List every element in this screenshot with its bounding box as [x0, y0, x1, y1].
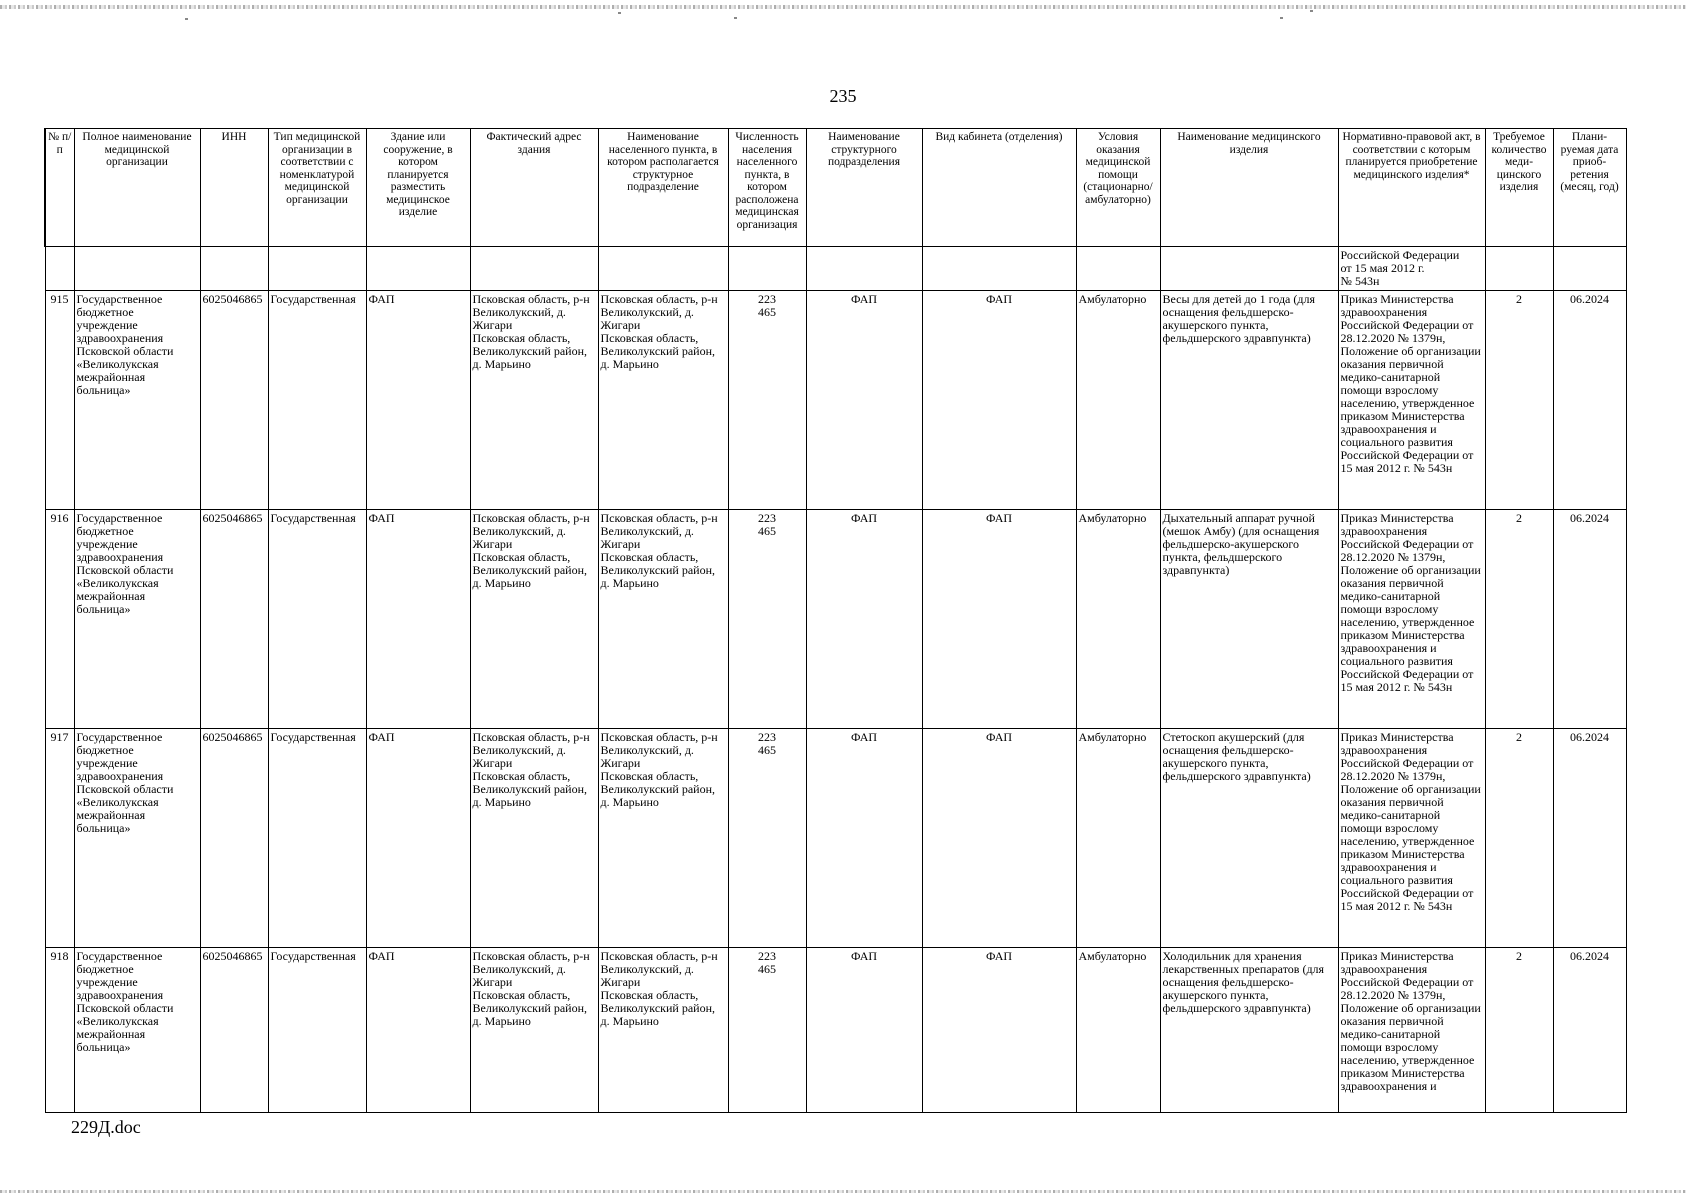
- header-conditions: Условия оказания медицинской помощи (стационарно/амбулаторно): [1076, 129, 1160, 247]
- planned-date: 06.2024: [1553, 948, 1626, 1113]
- building: ФАП: [366, 510, 470, 729]
- org-name: Государственное бюджетное учреждение здравоохранения Псковской области «Великолукская межрайонная больница»: [74, 291, 200, 510]
- page-number: 235: [829, 86, 857, 106]
- row-number: 917: [45, 729, 74, 948]
- header-org: Полное наименование медицинской организации: [74, 129, 200, 247]
- header-device: Наименование медицинского изделия: [1160, 129, 1338, 247]
- conditions: Амбулаторно: [1076, 729, 1160, 948]
- planned-date: 06.2024: [1553, 729, 1626, 948]
- address: Псковская область, р-н Великолукский, д. Жигари Псковская область, Великолукский район, д. Марьино: [470, 291, 598, 510]
- scan-speck: [1280, 17, 1283, 19]
- table-row: [45, 291, 1626, 510]
- header-address: Фактический адрес здания: [470, 129, 598, 247]
- population: 223 465: [728, 729, 806, 948]
- continuation-row: [45, 247, 1626, 291]
- org-type: Государственная: [268, 510, 366, 729]
- legal-act: Приказ Министерства здравоохранения Российской Федерации от 28.12.2020 № 1379н, Положение об организации оказания первичной медико-санитарной помощи взрослому населению, утвержденное приказом Министерства здравоохранения и социального развития Российской Федерации от 15 мая 2012 г. № 543н: [1338, 291, 1485, 510]
- address: Псковская область, р-н Великолукский, д. Жигари Псковская область, Великолукский район, д. Марьино: [470, 948, 598, 1113]
- building: ФАП: [366, 291, 470, 510]
- settlement: Псковская область, р-н Великолукский, д. Жигари Псковская область, Великолукский район, д. Марьино: [598, 729, 728, 948]
- header-act: Нормативно-правовой акт, в соответствии с которым планируется приобретение медицинского изделия*: [1338, 129, 1485, 247]
- scan-speck: [618, 12, 621, 14]
- cabinet: ФАП: [922, 291, 1076, 510]
- conditions: Амбулаторно: [1076, 948, 1160, 1113]
- device-name: Холодильник для хранения лекарственных препаратов (для оснащения фельдшерско-акушерского пункта, фельдшерского здравпункта): [1160, 948, 1338, 1113]
- population: 223 465: [728, 291, 806, 510]
- org-type: Государственная: [268, 729, 366, 948]
- cabinet: ФАП: [922, 510, 1076, 729]
- header-settlement: Наименование населенного пункта, в котором располагается структурное подразделение: [598, 129, 728, 247]
- header-cabinet: Вид кабинета (отделения): [922, 129, 1076, 247]
- equipment-table: [44, 128, 1627, 1113]
- org-type: Государственная: [268, 948, 366, 1113]
- quantity: 2: [1485, 948, 1553, 1113]
- org-name: Государственное бюджетное учреждение здравоохранения Псковской области «Великолукская межрайонная больница»: [74, 510, 200, 729]
- unit: ФАП: [806, 948, 922, 1113]
- row-number: 918: [45, 948, 74, 1113]
- org-name: Государственное бюджетное учреждение здравоохранения Псковской области «Великолукская межрайонная больница»: [74, 948, 200, 1113]
- unit: ФАП: [806, 729, 922, 948]
- header-building: Здание или сооружение, в котором планируется разместить медицинское изделие: [366, 129, 470, 247]
- population: 223 465: [728, 948, 806, 1113]
- act-continuation: Российской Федерации от 15 мая 2012 г. № 543н: [1338, 247, 1485, 291]
- header-unit: Наименование структурного подразделения: [806, 129, 922, 247]
- inn-cell: 6025046865: [200, 510, 268, 729]
- scan-edge-bottom: [0, 1190, 1686, 1193]
- header-population: Численность населения населенного пункта, в котором расположена медицинская организация: [728, 129, 806, 247]
- table-header-row: [45, 129, 1626, 247]
- planned-date: 06.2024: [1553, 291, 1626, 510]
- settlement: Псковская область, р-н Великолукский, д. Жигари Псковская область, Великолукский район, д. Марьино: [598, 948, 728, 1113]
- scan-speck: [185, 18, 188, 20]
- device-name: Дыхательный аппарат ручной (мешок Амбу) (для оснащения фельдшерско-акушерского пункта, фельдшерского здравпункта): [1160, 510, 1338, 729]
- unit: ФАП: [806, 510, 922, 729]
- settlement: Псковская область, р-н Великолукский, д. Жигари Псковская область, Великолукский район, д. Марьино: [598, 510, 728, 729]
- conditions: Амбулаторно: [1076, 510, 1160, 729]
- header-inn: ИНН: [200, 129, 268, 247]
- scan-speck: [1310, 10, 1313, 12]
- quantity: 2: [1485, 510, 1553, 729]
- device-name: Стетоскоп акушерский (для оснащения фельдшерско-акушерского пункта, фельдшерского здравпункта): [1160, 729, 1338, 948]
- building: ФАП: [366, 948, 470, 1113]
- header-num: № п/п: [45, 129, 74, 247]
- org-name: Государственное бюджетное учреждение здравоохранения Псковской области «Великолукская межрайонная больница»: [74, 729, 200, 948]
- planned-date: 06.2024: [1553, 510, 1626, 729]
- table-row: [45, 729, 1626, 948]
- cabinet: ФАП: [922, 729, 1076, 948]
- inn-cell: 6025046865: [200, 291, 268, 510]
- legal-act: Приказ Министерства здравоохранения Российской Федерации от 28.12.2020 № 1379н, Положение об организации оказания первичной медико-санитарной помощи взрослому населению, утвержденное приказом Министерства здравоохранения и социального развития Российской Федерации от 15 мая 2012 г. № 543н: [1338, 729, 1485, 948]
- header-qty: Требуемое количество меди-цинского изделия: [1485, 129, 1553, 247]
- conditions: Амбулаторно: [1076, 291, 1160, 510]
- building: ФАП: [366, 729, 470, 948]
- quantity: 2: [1485, 729, 1553, 948]
- quantity: 2: [1485, 291, 1553, 510]
- table-row: [45, 510, 1626, 729]
- legal-act: Приказ Министерства здравоохранения Российской Федерации от 28.12.2020 № 1379н, Положение об организации оказания первичной медико-санитарной помощи взрослому населению, утвержденное приказом Министерства здравоохранения и: [1338, 948, 1485, 1113]
- header-type: Тип медицинской организации в соответствии с номенклатурой медицинской организации: [268, 129, 366, 247]
- address: Псковская область, р-н Великолукский, д. Жигари Псковская область, Великолукский район, д. Марьино: [470, 510, 598, 729]
- row-number: 916: [45, 510, 74, 729]
- org-type: Государственная: [268, 291, 366, 510]
- cabinet: ФАП: [922, 948, 1076, 1113]
- settlement: Псковская область, р-н Великолукский, д. Жигари Псковская область, Великолукский район, д. Марьино: [598, 291, 728, 510]
- table-row: [45, 948, 1626, 1113]
- scan-edge-top: [0, 5, 1686, 9]
- inn-cell: 6025046865: [200, 729, 268, 948]
- scan-speck: [734, 17, 737, 19]
- address: Псковская область, р-н Великолукский, д. Жигари Псковская область, Великолукский район, д. Марьино: [470, 729, 598, 948]
- file-name-footer: 229Д.doc: [71, 1117, 141, 1137]
- header-date: Плани-руемая дата приоб-ретения (месяц, год): [1553, 129, 1626, 247]
- population: 223 465: [728, 510, 806, 729]
- device-name: Весы для детей до 1 года (для оснащения фельдшерско-акушерского пункта, фельдшерского здравпункта): [1160, 291, 1338, 510]
- inn-cell: 6025046865: [200, 948, 268, 1113]
- row-number: 915: [45, 291, 74, 510]
- legal-act: Приказ Министерства здравоохранения Российской Федерации от 28.12.2020 № 1379н, Положение об организации оказания первичной медико-санитарной помощи взрослому населению, утвержденное приказом Министерства здравоохранения и социального развития Российской Федерации от 15 мая 2012 г. № 543н: [1338, 510, 1485, 729]
- unit: ФАП: [806, 291, 922, 510]
